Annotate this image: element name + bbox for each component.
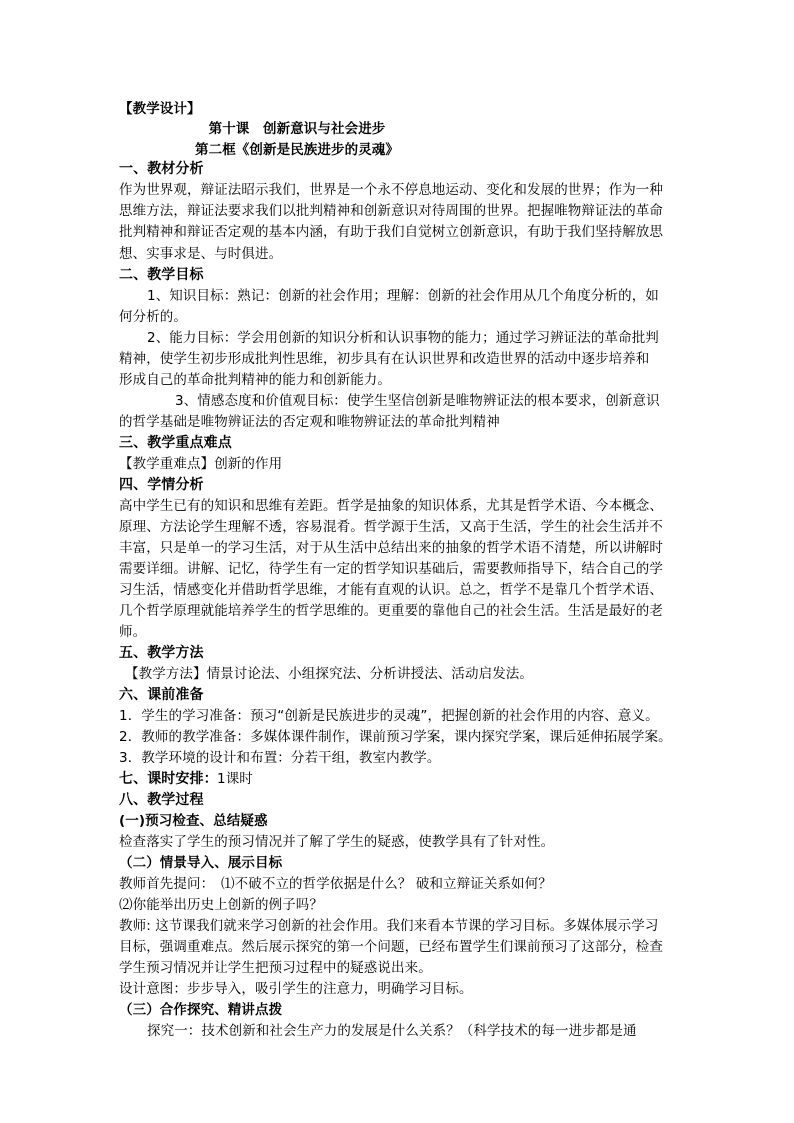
paragraph-line: 师。 [119, 624, 147, 640]
paragraph-line: ⑵你能举出历史上创新的例子吗？ [119, 897, 323, 913]
subheading-scenario-intro: （二）情景导入、展示目标 [119, 855, 283, 871]
lesson-title: 第十课 创新意识与社会进步 [208, 121, 386, 137]
paragraph-line: 教师: 这节课我们就来学习创新的社会作用。我们来看本节课的学习目标。多媒体展示学习 [119, 918, 659, 934]
paragraph-line: 1、知识目标：熟记：创新的社会作用；理解：创新的社会作用从几个角度分析的，如 [147, 288, 659, 304]
paragraph-line: 精神，使学生初步形成批判性思维，初步具有在认识世界和改造世界的活动中逐步培养和 [119, 351, 650, 367]
lesson-subtitle: 第二框《创新是民族进步的灵魂》 [195, 142, 399, 158]
paragraph-line: 批判精神和辩证否定观的基本内涵，有助于我们自觉树立创新意识，有助于我们坚持解放思 [119, 224, 663, 240]
paragraph-line: 高中学生已有的知识和思维有差距。哲学是抽象的知识体系，尤其是哲学术语、今本概念、 [119, 498, 663, 514]
paragraph-line: 3、情感态度和价值观目标：使学生坚信创新是唯物辨证法的根本要求，创新意识 [175, 393, 660, 409]
heading-preparation: 六、课前准备 [119, 687, 204, 703]
heading-material-analysis: 一、教材分析 [119, 161, 204, 177]
paragraph-line: 【教学方法】情景讨论法、小组探究法、分析讲授法、活动启发法。 [125, 666, 533, 682]
paragraph-line: 3．教学环境的设计和布置：分若干组，教室内教学。 [119, 750, 441, 766]
heading-teaching-process: 八、教学过程 [119, 792, 204, 808]
heading-student-analysis: 四、学情分析 [119, 477, 204, 493]
paragraph-line: 检查落实了学生的预习情况并了解了学生的疑惑，使教学具有了针对性。 [119, 834, 555, 850]
heading-teaching-methods: 五、教学方法 [119, 645, 204, 661]
paragraph-line: 的哲学基础是唯物辨证法的否定观和唯物辨证法的革命批判精神 [119, 414, 500, 430]
paragraph-line: 学生预习情况并让学生把预习过程中的疑惑说出来。 [119, 960, 432, 976]
paragraph-line: 设计意图：步步导入，吸引学生的注意力，明确学习目标。 [119, 981, 473, 997]
section-label-teaching-design: 【教学设计】 [119, 101, 201, 117]
paragraph-line: 2．教师的教学准备：多媒体课件制作，课前预习学案，课内探究学案，课后延伸拓展学案。 [119, 729, 672, 745]
paragraph-line: 习生活，情感变化并借助哲学思维，才能有直观的认识。总之，哲学不是靠几个哲学术语、 [119, 582, 663, 598]
paragraph-line: 作为世界观，辩证法昭示我们，世界是一个永不停息地运动、变化和发展的世界；作为一种 [119, 182, 663, 198]
paragraph-line: 需要详细。讲解、记忆，待学生有一定的哲学知识基础后，需要教师指导下，结合自己的学 [119, 561, 663, 577]
paragraph-line: 目标，强调重难点。然后展示探究的第一个问题，已经布置学生们课前预习了这部分，检查 [119, 939, 663, 955]
paragraph-line: 探究一：技术创新和社会生产力的发展是什么关系？（科学技术的每一进步都是通 [147, 1023, 637, 1039]
paragraph-line: 【教学重难点】创新的作用 [119, 456, 283, 472]
schedule-value: 1课时 [217, 771, 253, 787]
paragraph-line: 1．学生的学习准备：预习“创新是民族进步的灵魂”，把握创新的社会作用的内容、意义。 [119, 708, 659, 724]
paragraph-line: 2、能力目标：学会用创新的知识分析和认识事物的能力；通过学习辨证法的革命批判 [147, 330, 659, 346]
paragraph-line: 几个哲学原理就能培养学生的哲学思维的。更重要的靠他自己的社会生活。生活是最好的老 [119, 603, 663, 619]
subheading-cooperative-inquiry: （三）合作探究、精讲点拨 [119, 1002, 283, 1018]
paragraph-line: 教师首先提问： ⑴不破不立的哲学依据是什么？ 破和立辩证关系如何？ [119, 876, 552, 892]
heading-key-points: 三、教学重点难点 [119, 435, 232, 451]
heading-schedule: 七、课时安排： [119, 771, 218, 787]
subheading-preview-check: (一)预习检查、总结疑惑 [119, 813, 268, 829]
paragraph-line: 丰富，只是单一的学习生活，对于从生活中总结出来的抽象的哲学术语不清楚，所以讲解时 [119, 540, 663, 556]
heading-teaching-goals: 二、教学目标 [119, 267, 204, 283]
paragraph-line: 何分析的。 [119, 309, 187, 325]
paragraph-line: 思维方法，辩证法要求我们以批判精神和创新意识对待周围的世界。把握唯物辩证法的革命 [119, 203, 663, 219]
paragraph-line: 想、实事求是、与时俱进。 [119, 246, 283, 262]
paragraph-line: 原理、方法论学生理解不透，容易混肴。哲学源于生活，又高于生活，学生的社会生活并不 [119, 519, 663, 535]
paragraph-line: 形成自己的革命批判精神的能力和创新能力。 [119, 372, 391, 388]
